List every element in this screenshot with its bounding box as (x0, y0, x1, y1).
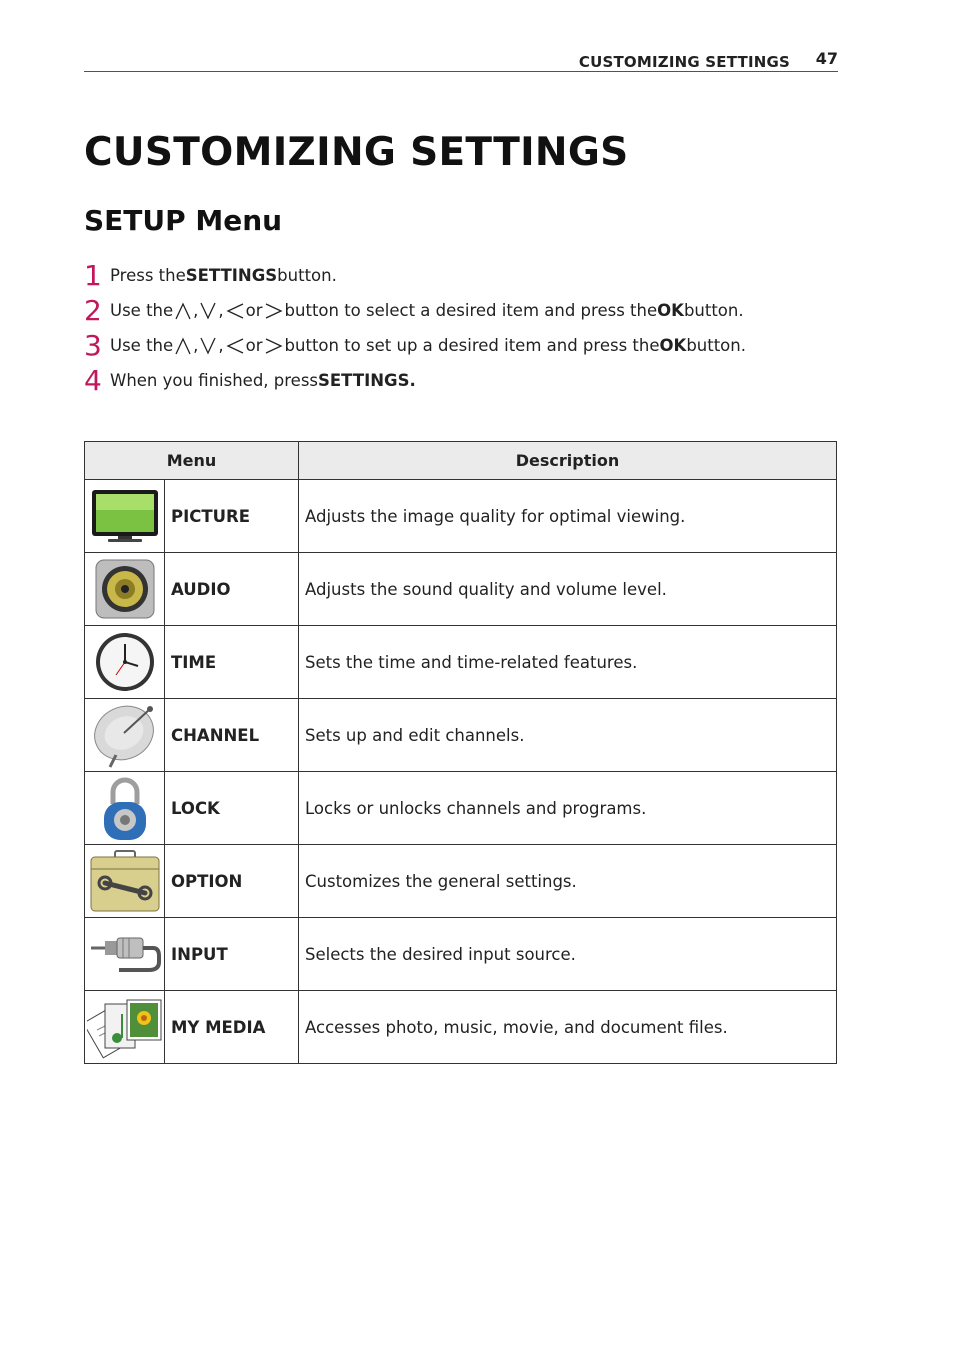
step-number: 3 (84, 328, 102, 362)
right-arrow-icon (264, 337, 284, 355)
table-row (85, 626, 837, 699)
menu-name: TIME (165, 626, 299, 699)
step-3 (84, 328, 844, 363)
table-header-row (85, 442, 837, 480)
left-arrow-icon (225, 302, 245, 320)
step-text: , (218, 301, 224, 320)
step-text: , (218, 336, 224, 355)
menu-description: Adjusts the sound quality and volume level. (299, 553, 837, 626)
satellite-dish-icon (90, 701, 160, 769)
menu-name: CHANNEL (165, 699, 299, 772)
step-text: , (193, 336, 199, 355)
table-row (85, 699, 837, 772)
menu-name: INPUT (165, 918, 299, 991)
step-4 (84, 363, 844, 398)
step-text: button. (683, 301, 744, 320)
menu-name: AUDIO (165, 553, 299, 626)
clock-icon (94, 631, 156, 693)
chapter-title: CUSTOMIZING SETTINGS (84, 130, 629, 175)
down-arrow-icon (199, 336, 217, 356)
step-number: 1 (84, 258, 102, 292)
step-2 (84, 293, 844, 328)
step-text: Use the (110, 301, 174, 320)
step-text: button to set up a desired item and press the (284, 336, 660, 355)
speaker-icon (94, 558, 156, 620)
menu-name: PICTURE (165, 480, 299, 553)
step-number: 2 (84, 293, 102, 327)
menu-description: Customizes the general settings. (299, 845, 837, 918)
media-files-icon (87, 994, 163, 1060)
menu-column-header: Menu (85, 442, 299, 480)
table-row (85, 553, 837, 626)
table-row (85, 991, 837, 1064)
running-title: CUSTOMIZING SETTINGS (578, 53, 790, 71)
toolbox-icon (89, 849, 161, 913)
up-arrow-icon (174, 301, 192, 321)
down-arrow-icon (199, 301, 217, 321)
menu-name: MY MEDIA (165, 991, 299, 1064)
up-arrow-icon (174, 336, 192, 356)
page-number: 47 (815, 49, 838, 68)
left-arrow-icon (225, 337, 245, 355)
step-text: button. (277, 266, 337, 285)
menu-description: Adjusts the image quality for optimal viewing. (299, 480, 837, 553)
menu-description: Sets the time and time-related features. (299, 626, 837, 699)
running-header (84, 48, 838, 72)
description-column-header: Description (299, 442, 837, 480)
step-text: button. (686, 336, 746, 355)
table-row (85, 845, 837, 918)
padlock-icon (100, 774, 150, 842)
section-title: SETUP Menu (84, 204, 283, 237)
step-text: When you finished, press (110, 371, 319, 390)
cable-plug-icon (89, 934, 161, 974)
step-keyword: SETTINGS (185, 266, 278, 285)
menu-description: Sets up and edit channels. (299, 699, 837, 772)
menu-description: Accesses photo, music, movie, and document files. (299, 991, 837, 1064)
step-text: or (245, 301, 263, 320)
header-rule (84, 71, 838, 72)
step-keyword: SETTINGS. (318, 371, 416, 390)
menu-description: Selects the desired input source. (299, 918, 837, 991)
step-text: button to select a desired item and press the (284, 301, 658, 320)
table-row (85, 918, 837, 991)
setup-menu-table (84, 441, 837, 1064)
menu-name: LOCK (165, 772, 299, 845)
step-text: Press the (110, 266, 186, 285)
step-text: or (245, 336, 263, 355)
step-1 (84, 258, 844, 293)
step-keyword: OK (657, 301, 684, 320)
step-keyword: OK (659, 336, 687, 355)
right-arrow-icon (264, 302, 284, 320)
menu-description: Locks or unlocks channels and programs. (299, 772, 837, 845)
step-number: 4 (84, 363, 102, 397)
table-row (85, 480, 837, 553)
steps-list (84, 258, 844, 398)
table-row (85, 772, 837, 845)
menu-name: OPTION (165, 845, 299, 918)
step-text: , (193, 301, 199, 320)
step-text: Use the (110, 336, 174, 355)
tv-icon (90, 488, 160, 544)
